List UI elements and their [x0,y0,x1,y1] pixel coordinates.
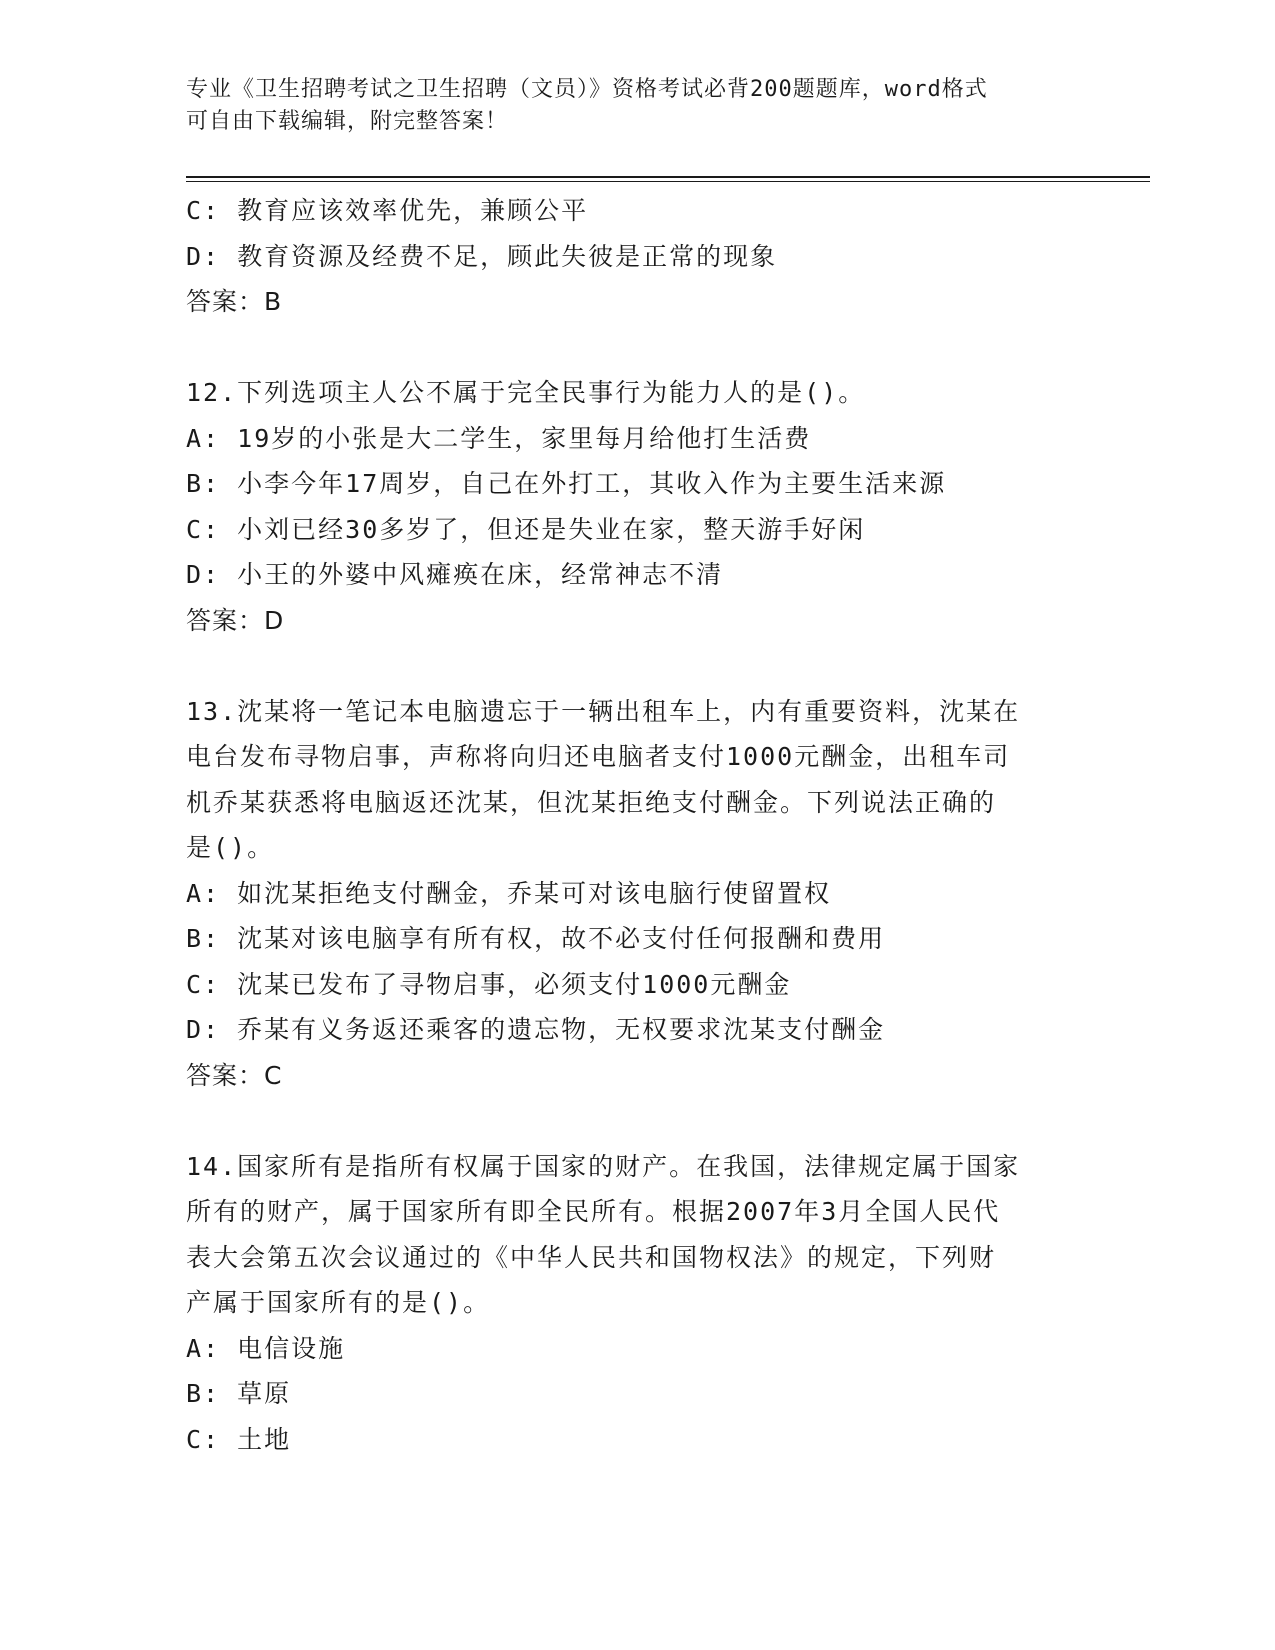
question-content [186,188,1086,1462]
question-stem [186,689,1086,871]
option-a: A: 电信设施 [186,1333,346,1363]
option-c: C: 教育应该效率优先，兼顾公平 [186,196,589,225]
option-c: C: 土地 [186,1424,292,1454]
header-divider-thick [186,176,1150,178]
question-stem: 12.下列选项主人公不属于完全民事行为能力人的是()。 [186,378,866,407]
option-a: A: 19岁的小张是大二学生，家里每月给他打生活费 [186,423,812,453]
spacer [186,643,1086,689]
option-d: D: 教育资源及经费不足，顾此失彼是正常的现象 [186,241,778,271]
option-c: C: 小刘已经30多岁了，但还是失业在家，整天游手好闲 [186,514,866,544]
header-divider-thin [186,181,1150,182]
stem-line: 所有的财产，属于国家所有即全民所有。根据2007年3月全国人民代 [186,1197,1001,1226]
spacer [186,1098,1086,1144]
option-b: B: 草原 [186,1379,292,1408]
option-b: B: 小李今年17周岁，自己在外打工，其收入作为主要生活来源 [186,469,947,498]
header-line-2: 可自由下载编辑，附完整答案！ [186,109,509,134]
stem-line: 是()。 [186,833,275,862]
option-c: C: 沈某已发布了寻物启事，必须支付1000元酬金 [186,969,792,999]
answer-label: 答案：D [186,605,285,635]
stem-line: 表大会第五次会议通过的《中华人民共和国物权法》的规定，下列财 [186,1242,997,1272]
option-a: A: 如沈某拒绝支付酬金，乔某可对该电脑行使留置权 [186,878,832,908]
stem-line: 机乔某获悉将电脑返还沈某，但沈某拒绝支付酬金。下列说法正确的 [186,787,997,817]
stem-line: 14.国家所有是指所有权属于国家的财产。在我国，法律规定属于国家 [186,1151,1021,1181]
question-stem [186,1144,1086,1326]
answer-label: 答案：C [186,1060,283,1090]
stem-line: 产属于国家所有的是()。 [186,1288,491,1317]
question-12 [186,370,1086,643]
stem-line: 电台发布寻物启事，声称将向归还电脑者支付1000元酬金，出租车司 [186,742,1011,771]
header-line-1: 专业《卫生招聘考试之卫生招聘（文员）》资格考试必背200题题库，word格式 [186,77,988,102]
option-b: B: 沈某对该电脑享有所有权，故不必支付任何报酬和费用 [186,924,886,953]
option-d: D: 小王的外婆中风瘫痪在床，经常神志不清 [186,560,724,589]
stem-line: 13.沈某将一笔记本电脑遗忘于一辆出租车上，内有重要资料，沈某在 [186,696,1021,726]
option-d: D: 乔某有义务返还乘客的遗忘物，无权要求沈某支付酬金 [186,1015,886,1044]
answer-label: 答案：B [186,287,283,316]
spacer [186,325,1086,371]
question-11 [186,188,1086,325]
question-13 [186,689,1086,1099]
document-header [186,74,1066,138]
question-14 [186,1144,1086,1463]
